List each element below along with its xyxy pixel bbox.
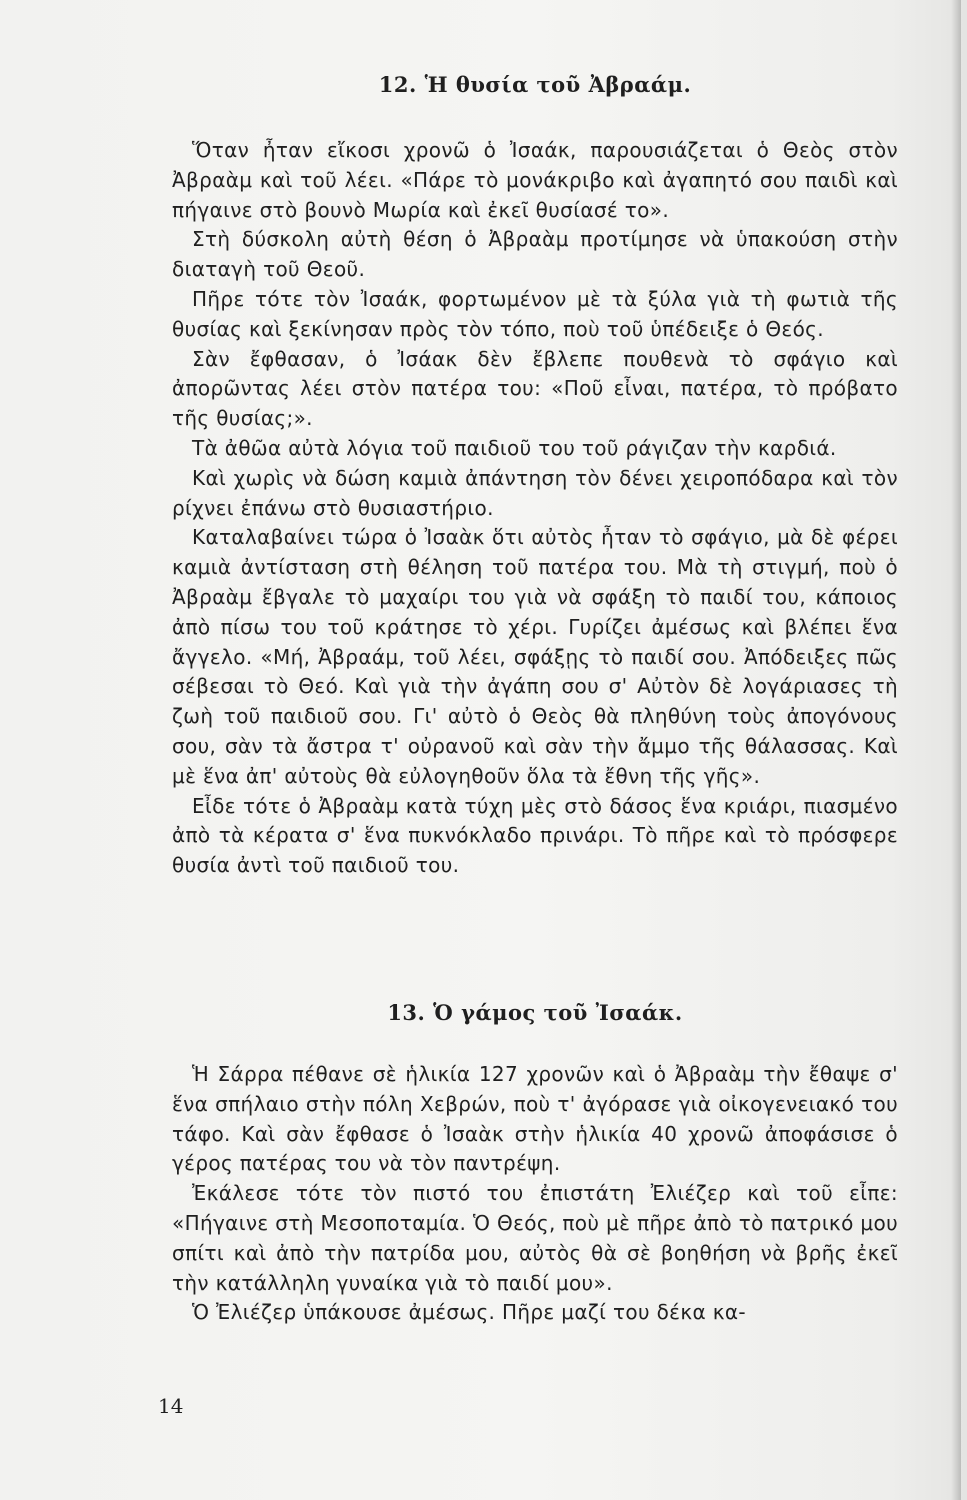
paragraph: Εἶδε τότε ὁ Ἀβραὰμ κατὰ τύχη μὲς στὸ δάσος ἕνα κριάρι, πιασμένο ἀπὸ τὰ κέρατα σ' ἕνα πυκνόκλαδο πρινάρι. Τὸ πῆρε καὶ τὸ πρόσφερε θυσία ἀντὶ τοῦ παιδιοῦ του. [172, 793, 898, 878]
page-fold-shadow [951, 0, 961, 1500]
paragraph: Καὶ χωρὶς νὰ δώση καμιὰ ἀπάντηση τὸν δένει χειροπόδαρα καὶ τὸν ρίχνει ἐπάνω στὸ θυσιαστήριο. [172, 465, 898, 520]
paragraph: Σὰν ἔφθασαν, ὁ Ἰσάακ δὲν ἔβλεπε πουθενὰ τὸ σφάγιο καὶ ἀπορῶντας λέει στὸν πατέρα του: «Ποῦ εἶναι, πατέρα, τὸ πρόβατο τῆς θυσίας;». [172, 346, 898, 431]
section-body-marriage [172, 1060, 898, 1328]
paragraph: Ὁ Ἐλιέζερ ὑπάκουσε ἀμέσως. Πῆρε μαζί του δέκα κα- [192, 1300, 746, 1325]
paragraph: Τὰ ἀθῶα αὐτὰ λόγια τοῦ παιδιοῦ του τοῦ ράγιζαν τὴν καρδιά. [192, 435, 837, 460]
section-title-marriage: 13. Ὁ γάμος τοῦ Ἰσαάκ. [387, 1000, 683, 1025]
section-title-sacrifice: 12. Ἡ θυσία τοῦ Ἀβραάμ. [378, 72, 692, 97]
paragraph: Ὅταν ἦταν εἴκοσι χρονῶ ὁ Ἰσαάκ, παρουσιάζεται ὁ Θεὸς στὸν Ἀβραὰμ καὶ τοῦ λέει. «Πάρε τὸ μονάκριβο καὶ ἀγαπητό σου παιδὶ καὶ πήγαινε στὸ βουνὸ Μωρία καὶ ἐκεῖ θυσίασέ το». [172, 138, 898, 222]
paragraph: Στὴ δύσκολη αὐτὴ θέση ὁ Ἀβραὰμ προτίμησε νὰ ὑπακούση στὴν διαταγὴ τοῦ Θεοῦ. [172, 227, 898, 282]
paragraph: Πῆρε τότε τὸν Ἰσαάκ, φορτωμένον μὲ τὰ ξύλα γιὰ τὴ φωτιὰ τῆς θυσίας καὶ ξεκίνησαν πρὸς τὸν τόπο, ποὺ τοῦ ὑπέδειξε ὁ Θεός. [172, 286, 898, 341]
paragraph: Ἐκάλεσε τότε τὸν πιστό του ἐπιστάτη Ἐλιέζερ καὶ τοῦ εἶπε: «Πήγαινε στὴ Μεσοποταμία. Ὁ Θεός, ποὺ μὲ πῆρε ἀπὸ τὸ πατρικό μου σπίτι καὶ ἀπὸ τὴν πατρίδα μου, αὐτὸς θὰ σὲ βοηθήση νὰ βρῆς ἐκεῖ τὴν κατάλληλη γυναίκα γιὰ τὸ παιδί μου». [172, 1181, 898, 1295]
paragraph: Καταλαβαίνει τώρα ὁ Ἰσαὰκ ὅτι αὐτὸς ἦταν τὸ σφάγιο, μὰ δὲ φέρει καμιὰ ἀντίσταση στὴ θέληση τοῦ πατέρα του. Μὰ τὴ στιγμή, ποὺ ὁ Ἀβραὰμ ἔβγαλε τὸ μαχαίρι του γιὰ νὰ σφάξη τὸ παιδί του, κάποιος ἀπὸ πίσω του τοῦ κράτησε τὸ χέρι. Γυρίζει ἀμέσως καὶ βλέπει ἕνα ἄγγελο. «Μή, Ἀβραάμ, τοῦ λέει, σφάξῃς τὸ παιδί σου. Ἀπόδειξες πῶς σέβεσαι τὸ Θεό. Καὶ γιὰ τὴν ἀγάπη σου σ' Αὐτὸν δὲ λογάριασες τὴ ζωὴ τοῦ παιδιοῦ σου. Γι' αὐτὸ ὁ Θεὸς θὰ πληθύνη τοὺς ἀπογόνους σου, σὰν τὰ ἄστρα τ' οὐρανοῦ καὶ σὰν τὴν ἄμμο τῆς θάλασσας. Καὶ μὲ ἕνα ἀπ' αὐτοὺς θὰ εὐλογηθοῦν ὅλα τὰ ἔθνη τῆς γῆς». [172, 525, 898, 788]
section-body-sacrifice [172, 136, 898, 881]
page-number: 14 [158, 1394, 184, 1418]
paragraph: Ἡ Σάρρα πέθανε σὲ ἡλικία 127 χρονῶν καὶ ὁ Ἀβραὰμ τὴν ἔθαψε σ' ἕνα σπήλαιο στὴν πόλη Χεβρών, ποὺ τ' ἀγόρασε γιὰ οἰκογενειακό του τάφο. Καὶ σὰν ἔφθασε ὁ Ἰσαὰκ στὴν ἡλικία 40 χρονῶ ἀποφάσισε ὁ γέρος πατέρας του νὰ τὸν παντρέψη. [172, 1062, 898, 1176]
